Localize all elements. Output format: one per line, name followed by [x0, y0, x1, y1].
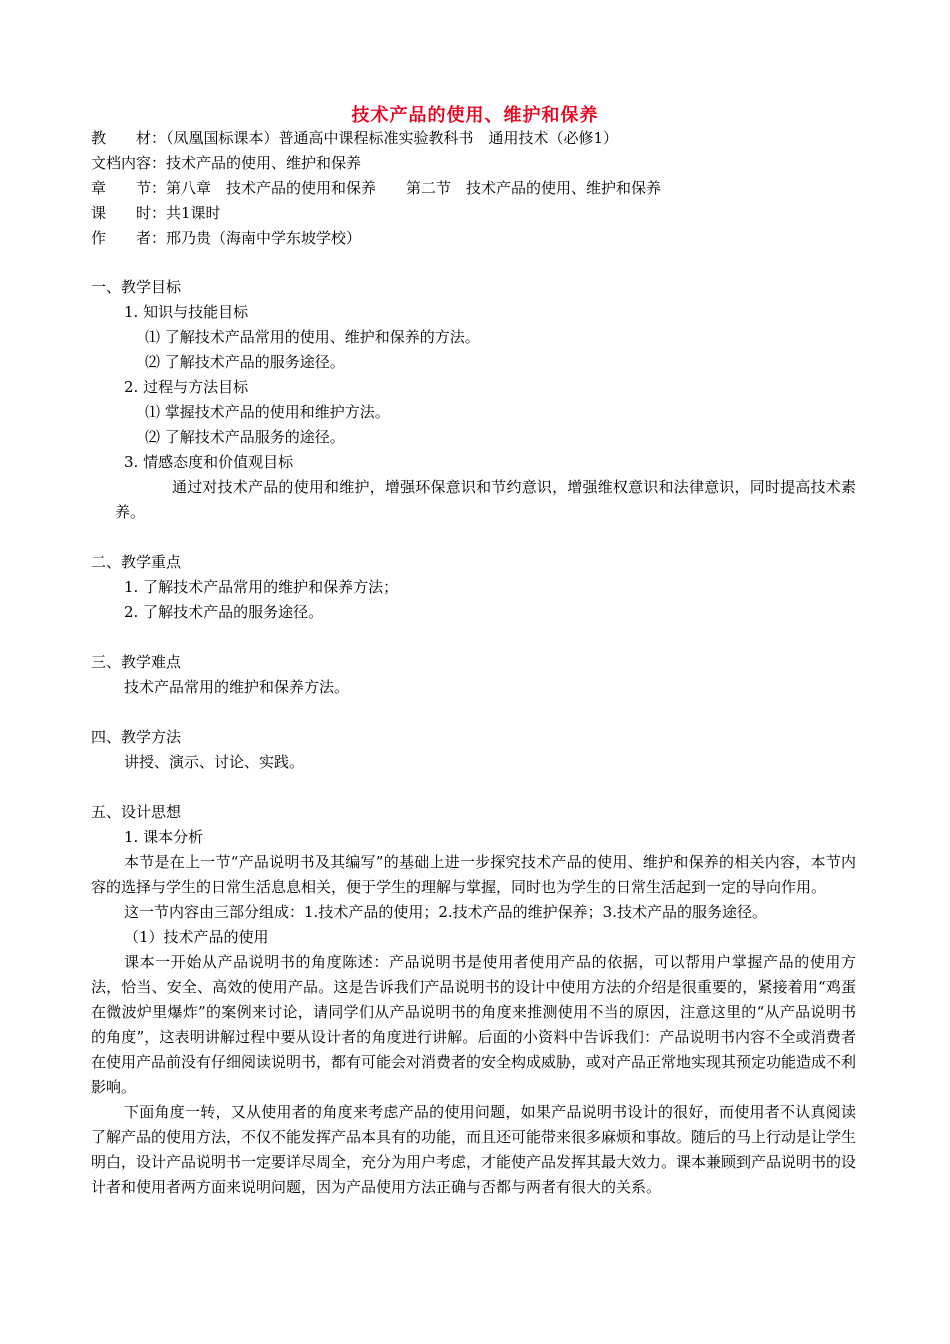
meta-label: 作 者：	[91, 229, 167, 247]
meta-value: （凤凰国标课本）普通高中课程标准实验教科书 通用技术（必修1）	[166, 129, 619, 147]
section-heading: 一、教学目标	[91, 278, 182, 296]
meta-value: 共1课时	[166, 204, 221, 222]
section-heading: 五、设计思想	[91, 803, 182, 821]
key-point: 2. 了解技术产品的服务途径。	[124, 603, 324, 621]
meta-content	[91, 151, 661, 176]
goal-paragraph: 通过对技术产品的使用和维护，增强环保意识和节约意识，增强维权意识和法律意识，同时提高技术素养。	[115, 478, 856, 521]
meta-chapter	[91, 176, 661, 201]
meta-label: 课 时：	[91, 204, 167, 222]
meta-label: 文档内容：	[91, 154, 167, 172]
goal-heading: 1. 知识与技能目标	[124, 303, 249, 321]
section-heading: 四、教学方法	[91, 728, 182, 746]
method-text: 讲授、演示、讨论、实践。	[124, 753, 305, 771]
goal-item: ⑵ 了解技术产品服务的途径。	[145, 428, 345, 446]
subsection-heading: （1）技术产品的使用	[124, 928, 269, 946]
body-paragraph: 下面角度一转，又从使用者的角度来考虑产品的使用问题，如果产品说明书设计的很好，而使用者不认真阅读了解产品的使用方法，不仅不能发挥产品本具有的功能，而且还可能带来很多麻烦和事故。随后的马上行动是让学生明白，设计产品说明书一定要详尽周全，充分为用户考虑，才能使产品发挥其最大效力。课本兼顾到产品说明书的设计者和使用者两方面来说明问题，因为产品使用方法正确与否都与两者有很大的关系。	[91, 1103, 857, 1196]
difficulty-text: 技术产品常用的维护和保养方法。	[124, 678, 350, 696]
goal-heading: 2. 过程与方法目标	[124, 378, 249, 396]
goal-item: ⑴ 掌握技术产品的使用和维护方法。	[145, 403, 390, 421]
meta-value: 第八章 技术产品的使用和保养 第二节 技术产品的使用、维护和保养	[166, 179, 662, 197]
goal-heading: 3. 情感态度和价值观目标	[124, 453, 294, 471]
section-heading: 二、教学重点	[91, 553, 182, 571]
meta-textbook	[91, 126, 661, 151]
meta-hours	[91, 201, 661, 226]
key-point: 1. 了解技术产品常用的维护和保养方法；	[124, 578, 399, 596]
meta-block	[91, 126, 661, 251]
meta-value: 技术产品的使用、维护和保养	[166, 154, 362, 172]
goal-item: ⑴ 了解技术产品常用的使用、维护和保养的方法。	[145, 328, 480, 346]
meta-label: 教 材：	[91, 129, 167, 147]
meta-label: 章 节：	[91, 179, 167, 197]
goal-item: ⑵ 了解技术产品的服务途径。	[145, 353, 345, 371]
document-title: 技术产品的使用、维护和保养	[351, 105, 599, 126]
section-heading: 三、教学难点	[91, 653, 182, 671]
body-paragraph: 本节是在上一节“产品说明书及其编写”的基础上进一步探究技术产品的使用、维护和保养的相关内容，本节内容的选择与学生的日常生活息息相关，便于学生的理解与掌握，同时也为学生的日常生活起到一定的导向作用。	[91, 853, 856, 896]
subsection-heading: 1. 课本分析	[124, 828, 204, 846]
document-body	[91, 275, 856, 1200]
meta-author	[91, 226, 661, 251]
meta-value: 邢乃贵（海南中学东坡学校）	[166, 229, 362, 247]
body-paragraph: 课本一开始从产品说明书的角度陈述：产品说明书是使用者使用产品的依据，可以帮用户掌握产品的使用方法，恰当、安全、高效的使用产品。这是告诉我们产品说明书的设计中使用方法的介绍是很重要的，紧接着用“鸡蛋在微波炉里爆炸”的案例来讨论，请同学们从产品说明书的角度来推测使用不当的原因，注意这里的“从产品说明书的角度”，这表明讲解过程中要从设计者的角度进行讲解。后面的小资料中告诉我们：产品说明书内容不全或消费者在使用产品前没有仔细阅读说明书，都有可能会对消费者的安全构成威胁，或对产品正常地实现其预定功能造成不利影响。	[91, 953, 857, 1096]
body-paragraph: 这一节内容由三部分组成：1.技术产品的使用；2.技术产品的维护保养；3.技术产品的服务途径。	[124, 903, 767, 921]
